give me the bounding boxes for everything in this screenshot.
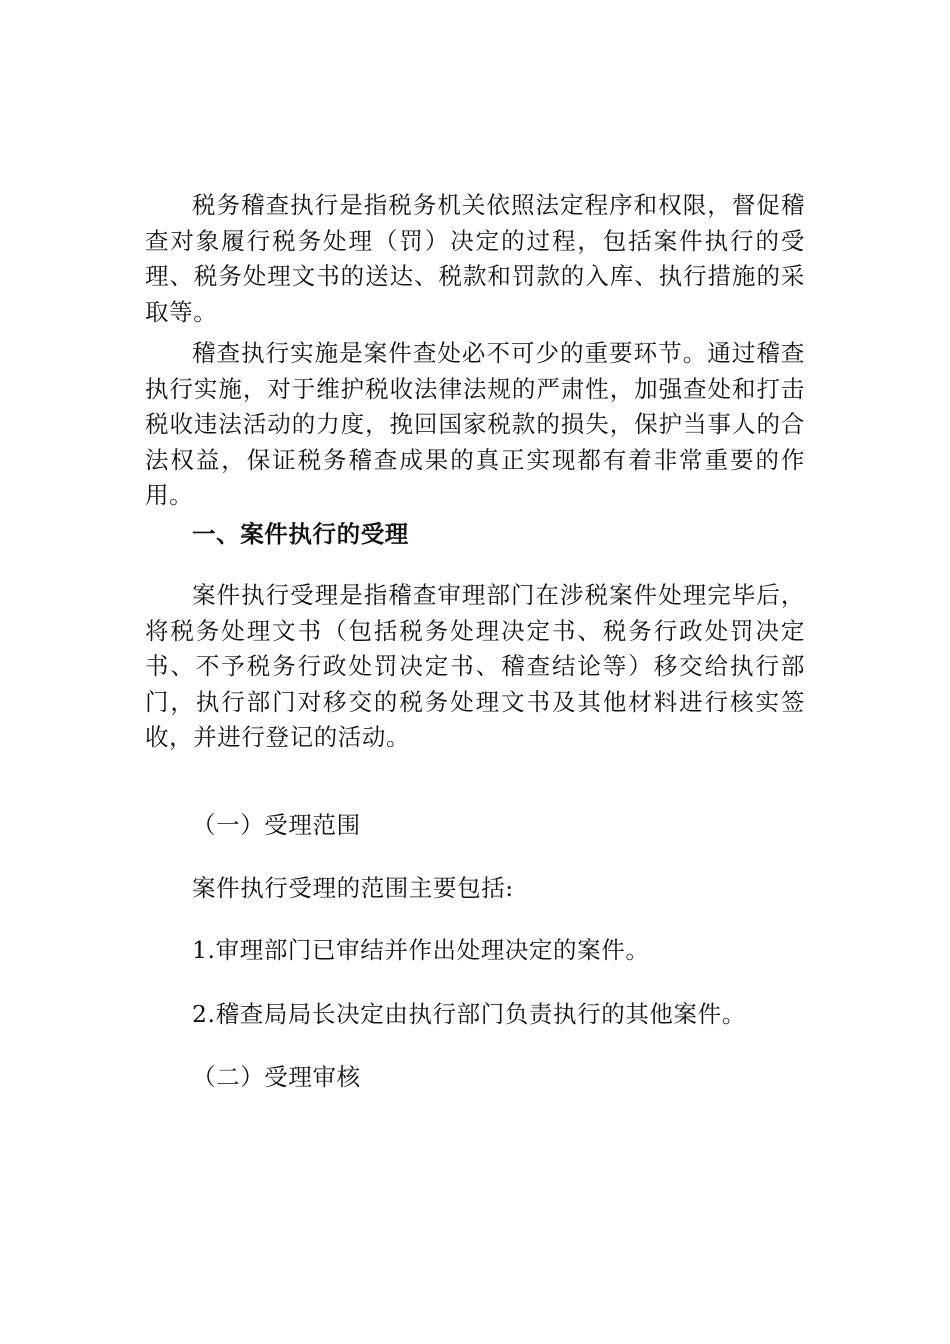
- subheading-review: （二）受理审核: [192, 1063, 361, 1091]
- paragraph-definition: 税务稽查执行是指税务机关依照法定程序和权限，督促稽查对象履行税务处理（罚）决定的过程，包括案件执行的受理、税务处理文书的送达、税款和罚款的入库、执行措施的采取等。: [145, 191, 805, 326]
- scope-intro: 案件执行受理的范围主要包括:: [192, 874, 514, 902]
- scope-item-1: 1.审理部门已审结并作出处理决定的案件。: [192, 936, 650, 964]
- subheading-scope: （一）受理范围: [192, 811, 361, 839]
- scope-item-2: 2.稽查局局长决定由执行部门负责执行的其他案件。: [192, 1000, 746, 1028]
- section-heading-acceptance: 一、案件执行的受理: [192, 520, 409, 548]
- paragraph-importance: 稽查执行实施是案件查处必不可少的重要环节。通过稽查执行实施，对于维护税收法律法规的严肃性，加强查处和打击税收违法活动的力度，挽回国家税款的损失，保护当事人的合法权益，保证税务稽查成果的真正实现都有着非常重要的作用。: [145, 339, 805, 509]
- paragraph-acceptance-definition: 案件执行受理是指稽查审理部门在涉税案件处理完毕后，将税务处理文书（包括税务处理决定书、税务行政处罚决定书、不予税务行政处罚决定书、稽查结论等）移交给执行部门，执行部门对移交的税务处理文书及其他材料进行核实签收，并进行登记的活动。: [145, 581, 805, 751]
